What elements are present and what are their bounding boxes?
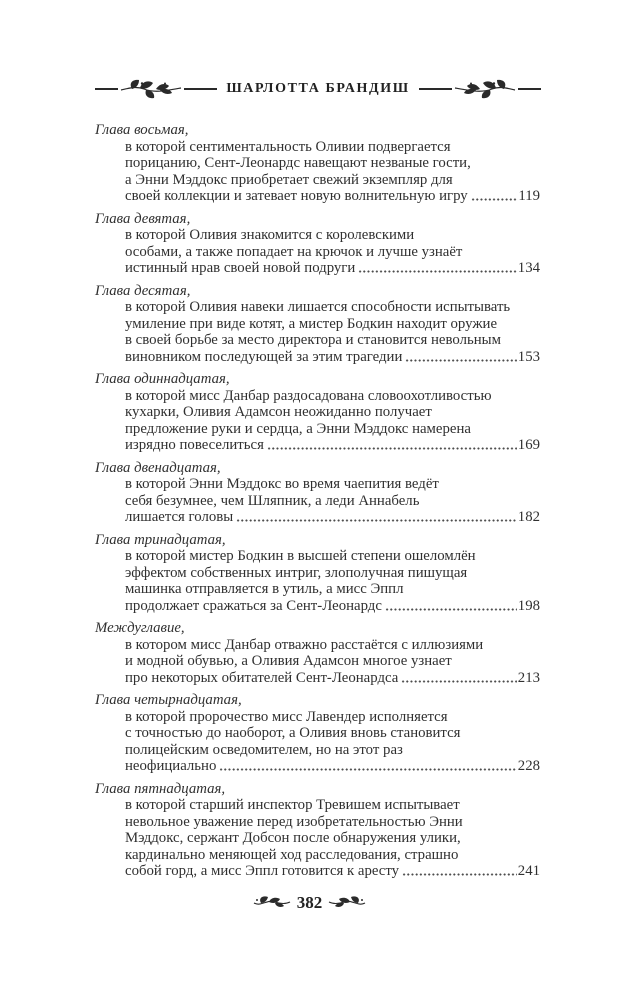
toc-list xyxy=(95,122,540,880)
toc-entry xyxy=(95,460,540,526)
entry-line: в которой Энни Мэддокс во время чаепития ведёт xyxy=(125,476,439,492)
entry-line: в которой сентиментальность Оливии подвергается xyxy=(125,138,451,155)
entry-line: эффектом собственных интриг, злополучная пишущая xyxy=(125,564,468,581)
entry-lines xyxy=(95,227,540,260)
entry-heading: Глава двенадцатая, xyxy=(95,459,221,476)
toc-entry xyxy=(95,532,540,615)
dot-leader xyxy=(405,349,516,362)
entry-line: в которой Оливия навеки лишается способности испытывать xyxy=(125,299,511,315)
footer-flourish-right-icon xyxy=(328,895,366,910)
entry-line: кардинально меняющей ход расследования, страшно xyxy=(125,846,459,863)
header-rule-right-inner xyxy=(419,88,452,90)
entry-line: в которой Оливия знакомится с королевскими xyxy=(125,227,415,243)
entry-last-line xyxy=(125,260,540,277)
dot-leader xyxy=(358,260,517,273)
entry-line: предложение руки и сердца, а Энни Мэддокс намерена xyxy=(125,420,471,437)
dot-leader xyxy=(402,863,517,876)
entry-line: умиление при виде котят, а мистер Бодкин находит оружие xyxy=(125,315,498,332)
entry-line: особами, а также попадает на крючок и лучше узнаёт xyxy=(125,243,463,260)
dot-leader xyxy=(401,670,517,683)
floral-sprig-left-icon xyxy=(120,78,182,100)
entry-heading: Междуглавие, xyxy=(95,620,185,636)
toc-entry xyxy=(95,692,540,775)
entry-line: в которой пророчество мисс Лавендер исполняется xyxy=(125,708,448,725)
entry-last-line xyxy=(125,509,540,526)
dot-leader xyxy=(219,758,516,771)
entry-page-number: 153 xyxy=(517,348,540,365)
footer-flourish-left-icon xyxy=(253,895,291,910)
entry-heading: Глава пятнадцатая, xyxy=(95,780,226,797)
entry-last-line-text: изрядно повеселиться xyxy=(125,437,264,453)
dot-leader xyxy=(236,509,517,522)
entry-lines xyxy=(95,637,540,670)
entry-lines xyxy=(95,476,540,509)
toc-entry xyxy=(95,620,540,686)
entry-heading: Глава одиннадцатая, xyxy=(95,371,230,387)
entry-last-line xyxy=(125,188,540,205)
entry-heading: Глава тринадцатая, xyxy=(95,531,226,548)
entry-line: в которой старший инспектор Тревишем испытывает xyxy=(125,797,460,813)
author-name-header: ШАРЛОТТА БРАНДИШ xyxy=(226,81,410,96)
entry-last-line xyxy=(125,598,540,615)
entry-line: кухарки, Оливия Адамсон неожиданно получает xyxy=(125,404,432,420)
entry-last-line-text: своей коллекции и затевает новую волнительную игру xyxy=(125,188,468,204)
dot-leader xyxy=(471,188,518,201)
entry-page-number: 119 xyxy=(518,188,540,204)
entry-page-number: 169 xyxy=(517,437,540,453)
entry-heading: Глава четырнадцатая, xyxy=(95,692,242,708)
entry-last-line xyxy=(125,437,540,454)
entry-lines xyxy=(95,139,540,189)
entry-last-line-text: истинный нрав своей новой подруги xyxy=(125,260,356,276)
entry-line: невольное уважение перед изобретательностью Энни xyxy=(125,813,463,830)
toc-entry xyxy=(95,283,540,366)
entry-last-line xyxy=(125,758,540,775)
entry-line: и модной обувью, а Оливия Адамсон многое узнает xyxy=(125,653,452,669)
page-number: 382 xyxy=(296,892,323,912)
entry-last-line-text: виновником последующей за этим трагедии xyxy=(125,348,403,365)
entry-page-number: 198 xyxy=(517,597,540,614)
entry-page-number: 213 xyxy=(517,669,540,686)
entry-line: в котором мисс Данбар отважно расстаётся с иллюзиями xyxy=(125,636,484,653)
entry-page-number: 182 xyxy=(517,509,540,525)
entry-line: в которой мистер Бодкин в высшей степени ошеломлён xyxy=(125,548,476,564)
entry-last-line-text: продолжает сражаться за Сент-Леонардс xyxy=(125,597,382,614)
entry-lines xyxy=(95,797,540,863)
toc-entry xyxy=(95,211,540,277)
dot-leader xyxy=(267,437,517,450)
entry-last-line xyxy=(125,670,540,687)
toc-entry xyxy=(95,371,540,454)
entry-page-number: 134 xyxy=(517,260,540,276)
entry-heading: Глава девятая, xyxy=(95,210,191,227)
entry-heading: Глава десятая, xyxy=(95,282,191,299)
entry-last-line-text: неофициально xyxy=(125,758,217,774)
entry-page-number: 241 xyxy=(517,863,540,879)
entry-line: порицанию, Сент-Леонардс навещают незваные гости, xyxy=(125,155,471,171)
page-footer xyxy=(0,893,619,913)
entry-line: Мэддокс, сержант Добсон после обнаружения улики, xyxy=(125,830,461,846)
entry-line: с точностью до наоборот, а Оливия вновь становится xyxy=(125,725,461,741)
floral-sprig-right-icon xyxy=(454,78,516,100)
entry-last-line xyxy=(125,349,540,366)
entry-page-number: 228 xyxy=(517,758,540,774)
entry-line: полицейским осведомителем, но на этот раз xyxy=(125,741,403,758)
entry-line: а Энни Мэддокс приобретает свежий экземпляр для xyxy=(125,171,453,188)
dot-leader xyxy=(385,598,517,611)
entry-last-line-text: про некоторых обитателей Сент-Леонардса xyxy=(125,669,399,686)
entry-line: в своей борьбе за место директора и становится невольным xyxy=(125,332,501,348)
running-header xyxy=(95,78,541,100)
entry-line: в которой мисс Данбар раздосадована словоохотливостью xyxy=(125,387,492,404)
toc-entry xyxy=(95,781,540,880)
entry-line: себя безумнее, чем Шляпник, а леди Аннабель xyxy=(125,492,420,509)
header-rule-right-outer xyxy=(518,88,541,90)
entry-heading: Глава восьмая, xyxy=(95,122,189,138)
entry-last-line xyxy=(125,863,540,880)
header-rule-left-inner xyxy=(184,88,217,90)
entry-last-line-text: лишается головы xyxy=(125,509,234,525)
entry-lines xyxy=(95,299,540,349)
entry-lines xyxy=(95,709,540,759)
entry-last-line-text: собой горд, а мисс Эппл готовится к аресту xyxy=(125,863,400,879)
header-rule-left-outer xyxy=(95,88,118,90)
entry-lines xyxy=(95,388,540,438)
toc-entry xyxy=(95,122,540,205)
entry-line: машинка отправляется в утиль, а мисс Эппл xyxy=(125,581,404,597)
entry-lines xyxy=(95,548,540,598)
